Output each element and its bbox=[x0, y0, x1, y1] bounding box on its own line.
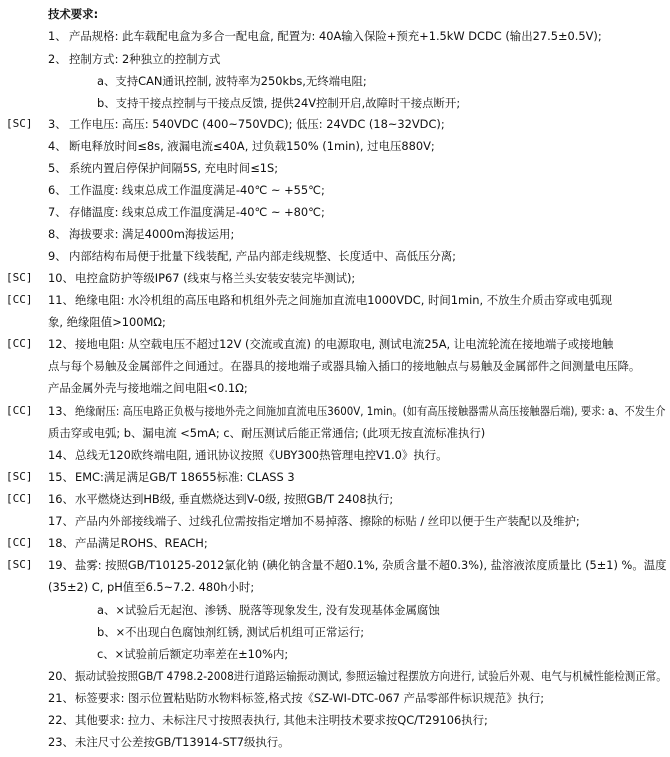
row-text: a、支持CAN通讯控制, 波特率为250kbs,无终端电阻; bbox=[97, 74, 367, 88]
row-tag: [CC] bbox=[6, 492, 33, 505]
row-text: 绝缘耐压: 高压电路正负极与接地外壳之间施加直流电压3600V, 1min。(如有高压接触器需从高压接触器后端), 要求: a、不发生介 bbox=[75, 404, 666, 418]
row-text: 工作电压: 高压: 540VDC (400~750VDC); 低压: 24VDC (18~32VDC); bbox=[69, 117, 445, 131]
row-number: 16、 bbox=[48, 492, 74, 506]
row-number: 10、 bbox=[48, 271, 74, 285]
row-number: 13、 bbox=[48, 404, 74, 418]
row-number: 22、 bbox=[48, 713, 74, 727]
row-number: 15、 bbox=[48, 470, 74, 484]
row-number: 7、 bbox=[48, 205, 67, 219]
row-text: b、支持干接点控制与干接点反馈, 提供24V控制开启,故障时干接点断开; bbox=[97, 96, 461, 110]
row-text: 产品满足ROHS、REACH; bbox=[75, 536, 208, 550]
row-text: 点与每个易触及金属部件之间通过。在器具的接地端子或器具输入插口的接地触点与易触及金属部件之间测量电压降。 bbox=[48, 359, 641, 373]
row-number: 9、 bbox=[48, 249, 67, 263]
row-text: (35±2) C, pH值至6.5~7.2. 480h小时; bbox=[48, 580, 255, 594]
row-number: 5、 bbox=[48, 161, 67, 175]
row-text: 产品金属外壳与接地端之间电阻<0.1Ω; bbox=[48, 381, 248, 395]
row-text: 象, 绝缘阻值>100MΩ; bbox=[48, 315, 166, 329]
row-number: 11、 bbox=[48, 293, 74, 307]
row-text: a、×试验后无起泡、渗锈、脱落等现象发生, 没有发现基体金属腐蚀 bbox=[97, 603, 440, 617]
row-text: 系统内置启停保护间隔5S, 充电时间≤1S; bbox=[69, 161, 279, 175]
row-text: 控制方式: 2种独立的控制方式 bbox=[69, 52, 221, 66]
row-text: 绝缘电阻: 水冷机组的高压电路和机组外壳之间施加直流电1000VDC, 时间1min, 不放生介质击穿或电弧现 bbox=[75, 293, 613, 307]
row-number: 19、 bbox=[48, 558, 74, 572]
row-tag: [SC] bbox=[6, 470, 33, 483]
row-number: 1、 bbox=[48, 29, 67, 43]
row-number: 23、 bbox=[48, 735, 74, 749]
row-text: 电控盒防护等级IP67 (线束与格兰头安装安装完毕测试); bbox=[75, 271, 356, 285]
row-number: 6、 bbox=[48, 183, 67, 197]
row-text: 水平燃烧达到HB级, 垂直燃烧达到V-0级, 按照GB/T 2408执行; bbox=[75, 492, 394, 506]
row-text: 工作温度: 线束总成工作温度满足-40℃ ~ +55℃; bbox=[69, 183, 325, 197]
page-title: 技术要求: bbox=[48, 7, 99, 21]
row-text: 振动试验按照GB/T 4798.2-2008进行道路运输振动测试, 参照运输过程摆放方向进行, 试验后外观、电气与机械性能检测正常。 bbox=[75, 669, 667, 683]
row-tag: [CC] bbox=[6, 337, 33, 350]
row-number: 4、 bbox=[48, 139, 67, 153]
row-number: 20、 bbox=[48, 669, 74, 683]
row-number: 18、 bbox=[48, 536, 74, 550]
row-text: 内部结构布局便于批量下线装配, 产品内部走线规整、长度适中、高低压分离; bbox=[69, 249, 456, 263]
row-text: 存储温度: 线束总成工作温度满足-40℃ ~ +80℃; bbox=[69, 205, 325, 219]
row-text: 盐雾: 按照GB/T10125-2012氯化钠 (碘化钠含量不超0.1%, 杂质含量不超0.3%), 盐溶液浓度质量比 (5±1) %。温度 bbox=[75, 558, 667, 572]
row-text: 产品规格: 此车载配电盒为多合一配电盒, 配置为: 40A输入保险+预充+1.5kW DCDC (输出27.5±0.5V); bbox=[69, 29, 602, 43]
row-number: 3、 bbox=[48, 117, 67, 131]
row-number: 12、 bbox=[48, 337, 74, 351]
row-text: 接地电阻: 从空载电压不超过12V (交流或直流) 的电源取电, 测试电流25A, 让电流轮流在接地端子或接地触 bbox=[75, 337, 614, 351]
row-tag: [SC] bbox=[6, 558, 33, 571]
row-text: 总线无120欧终端电阻, 通讯协议按照《UBY300热管理电控V1.0》执行。 bbox=[75, 448, 448, 462]
row-text: 断电释放时间≤8s, 液漏电流≤40A, 过负载150% (1min), 过电压880V; bbox=[69, 139, 435, 153]
row-text: b、×不出现白色腐蚀剂红锈, 测试后机组可正常运行; bbox=[97, 625, 365, 639]
row-number: 21、 bbox=[48, 691, 74, 705]
row-number: 17、 bbox=[48, 514, 74, 528]
row-text: c、×试验前后额定功率差在±10%内; bbox=[97, 647, 289, 661]
row-text: 质击穿或电弧; b、漏电流 <5mA; c、耐压测试后能正常通信; (此项无按直流标准执行) bbox=[48, 426, 486, 440]
row-number: 14、 bbox=[48, 448, 74, 462]
row-tag: [CC] bbox=[6, 293, 33, 306]
row-text: 产品内外部接线端子、过线孔位需按指定增加不易掉落、擦除的标贴 / 丝印以便于生产装配以及维护; bbox=[75, 514, 580, 528]
row-text: 海拔要求: 满足4000m海拔运用; bbox=[69, 227, 235, 241]
row-text: 未注尺寸公差按GB/T13914-ST7级执行。 bbox=[75, 735, 290, 749]
row-text: 其他要求: 拉力、未标注尺寸按照表执行, 其他未注明技术要求按QC/T29106执行; bbox=[75, 713, 488, 727]
row-tag: [SC] bbox=[6, 117, 33, 130]
row-text: 标签要求: 图示位置粘贴防水物料标签,格式按《SZ-WI-DTC-067 产品零部件标识规范》执行; bbox=[75, 691, 545, 705]
row-number: 8、 bbox=[48, 227, 67, 241]
row-number: 2、 bbox=[48, 52, 67, 66]
row-tag: [SC] bbox=[6, 271, 33, 284]
row-text: EMC:满足满足GB/T 18655标准: CLASS 3 bbox=[75, 470, 295, 484]
row-tag: [CC] bbox=[6, 404, 33, 417]
row-tag: [CC] bbox=[6, 536, 33, 549]
